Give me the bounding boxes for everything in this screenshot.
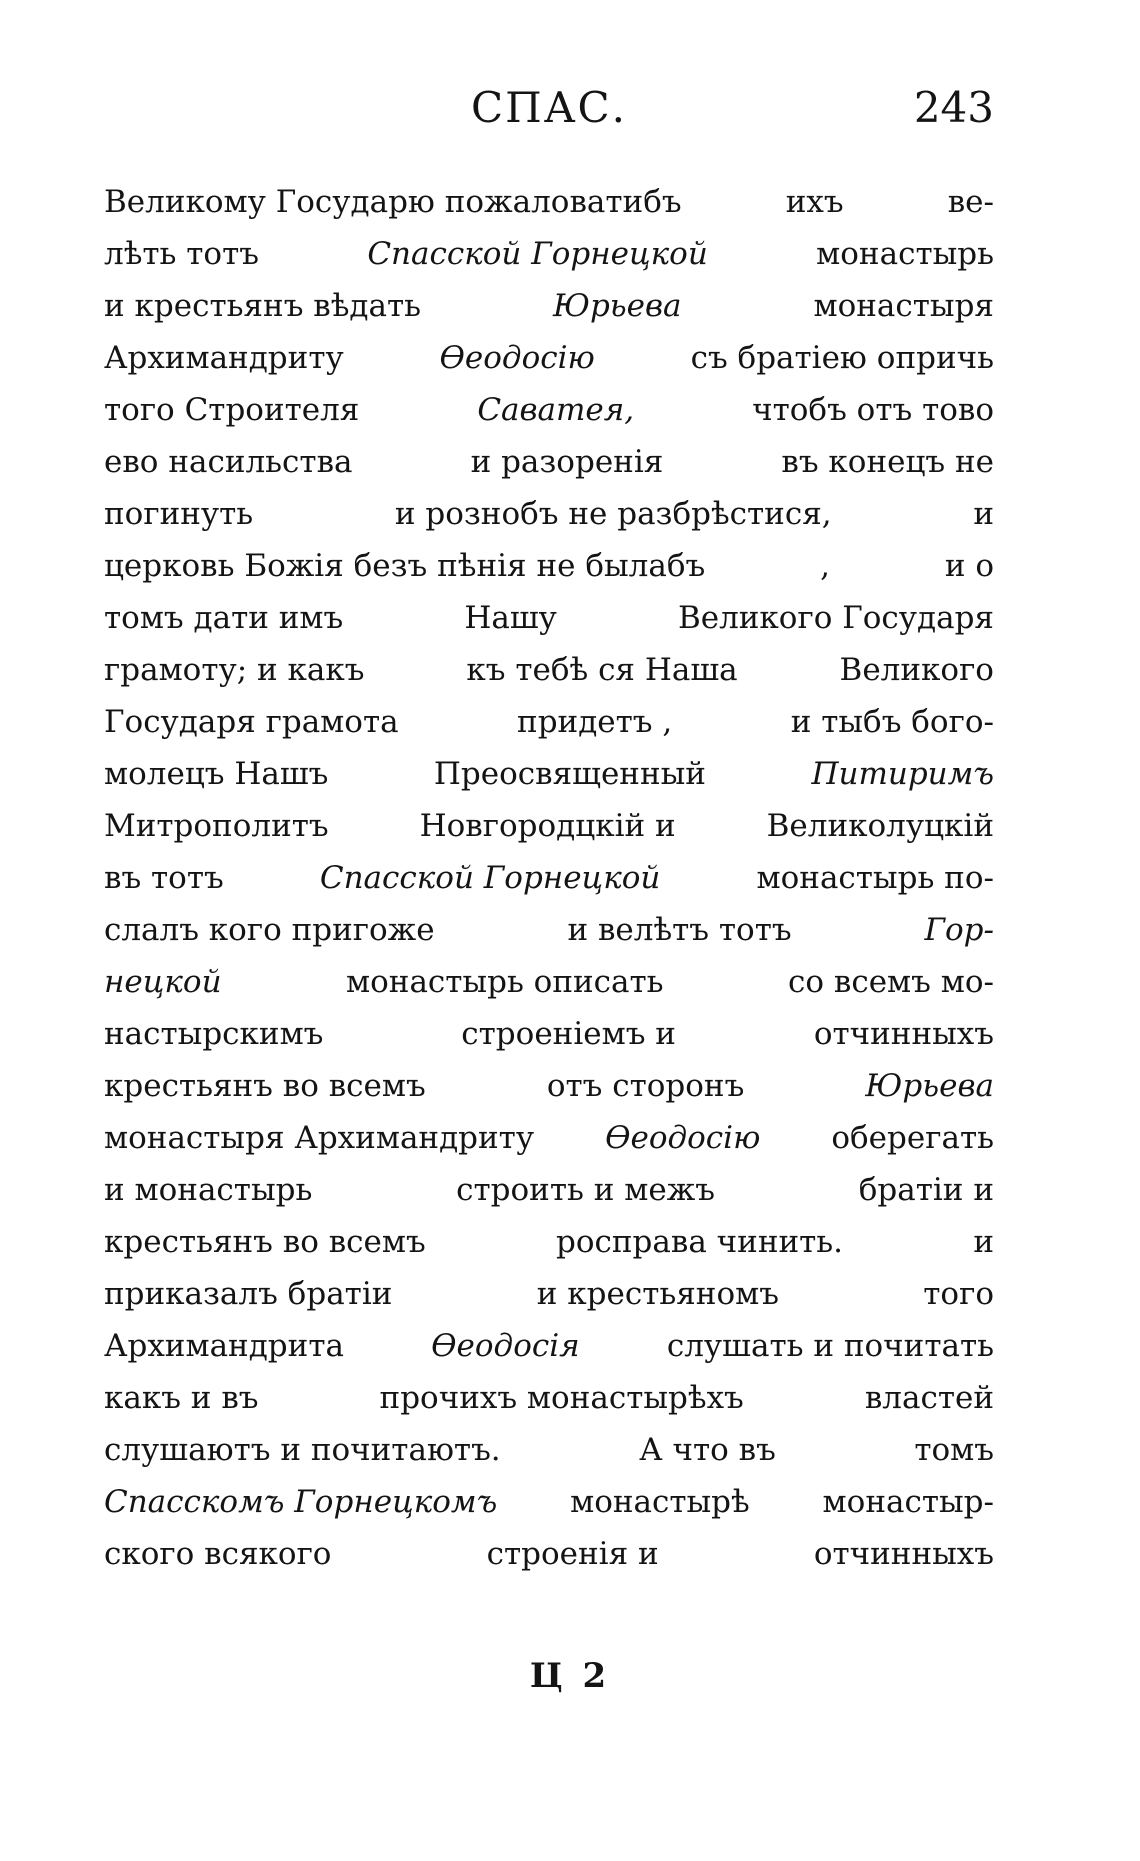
text-segment: погинуть (104, 496, 254, 532)
text-line (104, 1164, 994, 1216)
text-segment: крестьянъ во всемъ (104, 1224, 426, 1260)
text-segment: Питиримъ (811, 756, 994, 792)
text-segment: и крестьянъ вѣдать (104, 288, 422, 324)
text-segment: придетъ , (517, 704, 673, 740)
text-segment: монастырь описать (346, 964, 664, 1000)
text-line (104, 436, 994, 488)
text-segment: съ братіею опричь (690, 340, 994, 376)
text-segment: ского всякого (104, 1536, 332, 1572)
text-segment: и тыбъ бого- (790, 704, 994, 740)
text-segment: монастырѣ (570, 1484, 750, 1520)
text-line (104, 644, 994, 696)
text-segment: и велѣтъ тотъ (567, 912, 792, 948)
text-segment: Преосвященный (433, 756, 706, 792)
text-segment: и монастырь (104, 1172, 313, 1208)
text-segment: Нашу (464, 600, 557, 636)
text-segment: монастырь по- (756, 860, 994, 896)
text-segment: и рознобъ не разбрѣстися, (394, 496, 832, 532)
text-segment: монастырь (816, 236, 994, 272)
text-segment: Спасской Горнецкой (319, 860, 661, 896)
text-line (104, 1112, 994, 1164)
text-segment: и разоренія (470, 444, 664, 480)
text-segment: строеніемъ и (461, 1016, 676, 1052)
text-segment: монастыря Архимандриту (104, 1120, 535, 1156)
text-line (104, 904, 994, 956)
text-segment: Архимандрита (104, 1328, 344, 1364)
text-segment: въ тотъ (104, 860, 224, 896)
text-segment: Архимандриту (104, 340, 344, 376)
text-segment: братіи и (858, 1172, 994, 1208)
text-segment: слушаютъ и почитаютъ. (104, 1432, 501, 1468)
text-line (104, 852, 994, 904)
text-segment: монастыр- (822, 1484, 994, 1520)
text-segment: и (973, 496, 994, 532)
text-segment: монастыря (813, 288, 994, 324)
text-segment: лѣть тотъ (104, 236, 259, 272)
text-line (104, 488, 994, 540)
text-line (104, 1008, 994, 1060)
text-segment: какъ и въ (104, 1380, 259, 1416)
text-segment: Ѳеодосія (431, 1328, 580, 1364)
text-segment: Юрьева (552, 288, 682, 324)
text-segment: и о (944, 548, 994, 584)
text-line (104, 1476, 994, 1528)
text-segment: приказалъ братіи (104, 1276, 393, 1312)
text-line (104, 800, 994, 852)
text-segment: крестьянъ во всемъ (104, 1068, 426, 1104)
text-segment: Ѳеодосію (605, 1120, 761, 1156)
text-segment: церковь Божія безъ пѣнія не былабъ (104, 548, 706, 584)
text-segment: томъ дати имъ (104, 600, 344, 636)
text-segment: прочихъ монастырѣхъ (379, 1380, 744, 1416)
text-segment: оберегать (831, 1120, 994, 1156)
text-line (104, 228, 994, 280)
text-segment: отчинныхъ (813, 1016, 994, 1052)
running-head: СПАС. (470, 83, 628, 132)
signature-mark: Ц 2 (529, 1656, 611, 1696)
text-segment: Новгородцкій и (419, 808, 676, 844)
text-segment: томъ (914, 1432, 994, 1468)
text-segment: , (820, 548, 830, 584)
text-segment: Великого Государя (677, 600, 994, 636)
text-line (104, 592, 994, 644)
text-line (104, 1216, 994, 1268)
body-text (104, 176, 994, 1580)
text-segment: слушать и почитать (666, 1328, 994, 1364)
text-segment: настырскимъ (104, 1016, 324, 1052)
text-line (104, 1528, 994, 1580)
text-segment: молецъ Нашъ (104, 756, 329, 792)
page-number: 243 (913, 83, 994, 132)
text-segment: нецкой (104, 964, 222, 1000)
text-segment: Митрополитъ (104, 808, 329, 844)
text-segment: и (973, 1224, 994, 1260)
text-segment: строенія и (486, 1536, 659, 1572)
text-segment: со всемъ мо- (788, 964, 994, 1000)
text-line (104, 748, 994, 800)
text-line (104, 332, 994, 384)
text-segment: того Строителя (104, 392, 360, 428)
text-segment: ево насильства (104, 444, 353, 480)
text-segment: того (923, 1276, 994, 1312)
text-line (104, 1372, 994, 1424)
text-segment: Юрьева (865, 1068, 994, 1104)
text-line (104, 540, 994, 592)
text-line (104, 176, 994, 228)
page-header (104, 78, 994, 138)
text-line (104, 956, 994, 1008)
text-segment: властей (864, 1380, 994, 1416)
text-segment: Гор- (924, 912, 994, 948)
text-line (104, 280, 994, 332)
text-segment: слалъ кого пригоже (104, 912, 435, 948)
text-segment: росправа чинить. (556, 1224, 844, 1260)
text-line (104, 384, 994, 436)
text-segment: къ тебѣ ся Наша (466, 652, 738, 688)
text-segment: отъ сторонъ (546, 1068, 745, 1104)
text-segment: Спасской Горнецкой (367, 236, 708, 272)
text-segment: строить и межъ (456, 1172, 715, 1208)
text-segment: въ конецъ не (781, 444, 994, 480)
text-segment: А что въ (639, 1432, 776, 1468)
text-segment: Государя грамота (104, 704, 399, 740)
text-segment: ве- (947, 184, 994, 220)
text-segment: Саватея, (477, 392, 635, 428)
text-line (104, 696, 994, 748)
text-segment: и крестьяномъ (536, 1276, 779, 1312)
text-segment: чтобъ отъ тово (752, 392, 994, 428)
text-segment: Ѳеодосію (439, 340, 595, 376)
text-line (104, 1424, 994, 1476)
text-segment: грамоту; и какъ (104, 652, 365, 688)
text-segment: Великого (839, 652, 994, 688)
text-segment: Спасскомъ Горнецкомъ (104, 1484, 498, 1520)
text-segment: Великому Государю пожаловатибъ (104, 184, 682, 220)
text-line (104, 1320, 994, 1372)
text-segment: ихъ (785, 184, 844, 220)
text-segment: отчинныхъ (813, 1536, 994, 1572)
text-line (104, 1268, 994, 1320)
text-segment: Великолуцкій (766, 808, 994, 844)
text-line (104, 1060, 994, 1112)
